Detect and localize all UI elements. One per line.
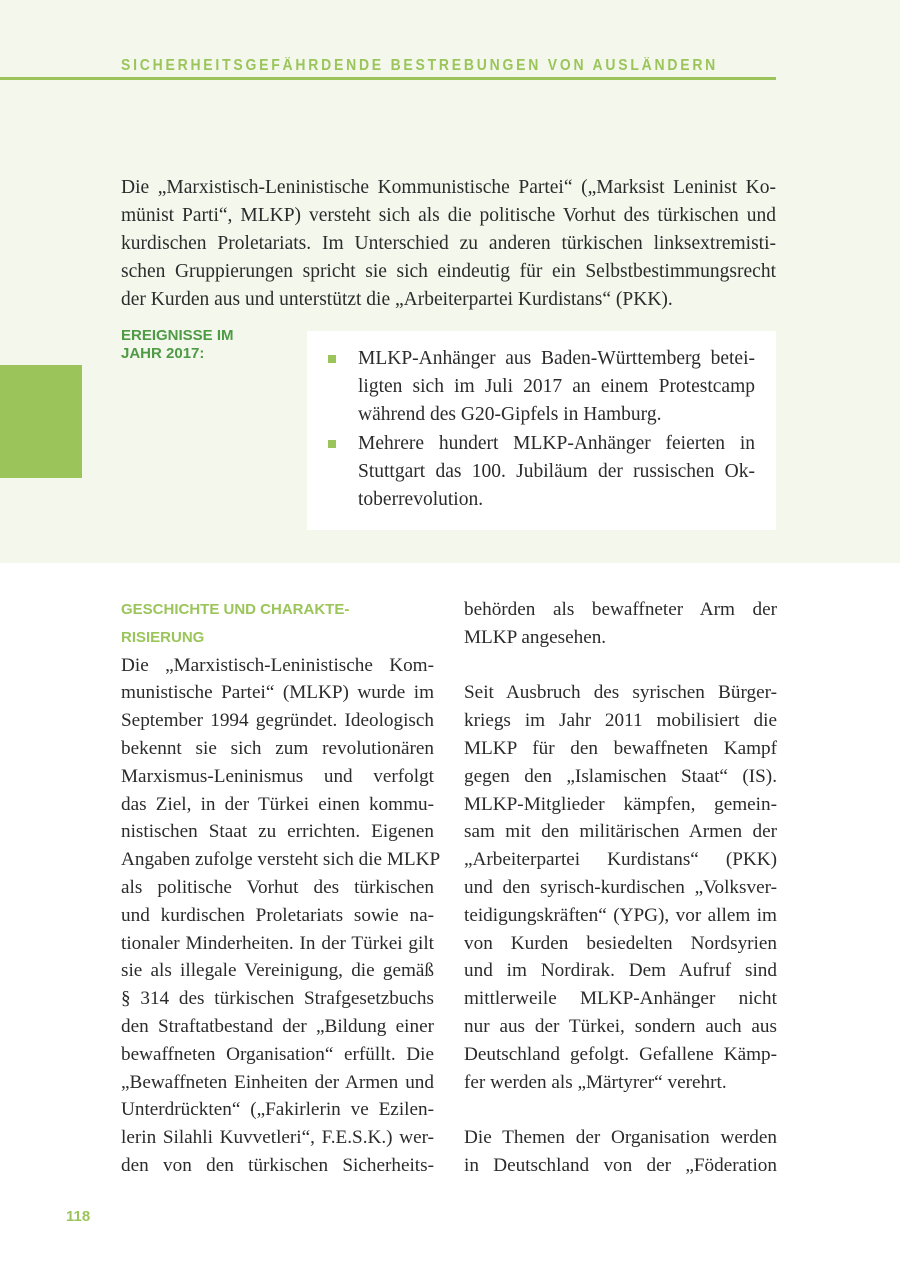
text-line: der Kurden aus und unterstützt die „Arbeiterpartei Kurdistans“ (PKK). <box>121 289 673 310</box>
text-line: MLKP angesehen. <box>464 626 607 648</box>
events-label-line: JAHR 2017: <box>121 345 205 362</box>
running-header: SICHERHEITSGEFÄHRDENDE BESTREBUNGEN VON AUSLÄNDERN <box>121 57 719 74</box>
text-line: münist Parti“, MLKP) versteht sich als die politische Vorhut des türkischen und <box>121 205 776 226</box>
bullet-square-icon <box>328 355 336 363</box>
text-line: Stuttgart das 100. Jubiläum der russischen Ok- <box>358 460 755 482</box>
event-list-item <box>358 430 755 515</box>
text-line: mittlerweile MLKP-Anhänger nicht <box>464 988 777 1010</box>
header-rule <box>0 77 776 80</box>
text-line: bekennt sie sich zum revolutionären <box>121 737 434 759</box>
events-label <box>121 327 234 363</box>
text-line: Die „Marxistisch-Leninistische Kommunistische Partei“ („Marksist Leninist Ko- <box>121 177 776 198</box>
text-line: den Straftatbestand der „Bildung einer <box>121 1015 434 1037</box>
text-line: „Arbeiterpartei Kurdistans“ (PKK) <box>464 849 777 871</box>
text-line: während des G20-Gipfels in Hamburg. <box>358 404 662 426</box>
text-line: in Deutschland von der „Föderation <box>464 1154 777 1176</box>
text-line: „Bewaffneten Einheiten der Armen und <box>121 1071 434 1093</box>
text-line: Marxismus-Leninismus und verfolgt <box>121 765 434 787</box>
text-line: von Kurden besiedelten Nordsyrien <box>464 932 777 954</box>
text-line: ligten sich im Juli 2017 an einem Protestcamp <box>358 376 755 398</box>
events-label-line: EREIGNISSE IM <box>121 327 234 344</box>
right-column <box>464 596 777 1180</box>
bullet-square-icon <box>328 440 336 448</box>
text-line: MLKP-Mitglieder kämpfen, gemein- <box>464 793 777 815</box>
text-line: MLKP-Anhänger aus Baden-Württemberg betei- <box>358 348 755 369</box>
text-line: kriegs im Jahr 2011 mobilisiert die <box>464 710 777 732</box>
text-line: nistischen Staat zu errichten. Eigenen <box>121 821 434 843</box>
text-line: nur aus der Türkei, sondern auch aus <box>464 1015 777 1037</box>
paragraph-gap <box>464 1096 777 1124</box>
text-line: Deutschland gefolgt. Gefallene Kämp- <box>464 1043 777 1065</box>
text-line: das Ziel, in der Türkei einen kommu- <box>121 793 434 815</box>
left-column <box>121 596 441 1180</box>
text-line: September 1994 gegründet. Ideologisch <box>121 710 434 732</box>
text-line: als politische Vorhut des türkischen <box>121 876 434 898</box>
text-line: und kurdischen Proletariats sowie na- <box>121 904 434 926</box>
paragraph-gap <box>464 652 777 680</box>
text-line: sam mit den militärischen Armen der <box>464 821 777 843</box>
section-heading: RISIERUNG <box>121 628 205 646</box>
events-list <box>358 345 755 514</box>
text-line: Die Themen der Organisation werden <box>464 1127 777 1149</box>
text-line: Die „Marxistisch-Leninistische Kom- <box>121 654 434 676</box>
text-line: lerin Silahli Kuvvetleri“, F.E.S.K.) wer- <box>121 1127 434 1149</box>
text-line: und im Nordirak. Dem Aufruf sind <box>464 960 777 982</box>
text-line: den von den türkischen Sicherheits- <box>121 1154 434 1176</box>
text-line: und den syrisch-kurdischen „Volksver- <box>464 876 777 898</box>
text-line: schen Gruppierungen spricht sie sich eindeutig für ein Selbstbestimmungsrecht <box>121 261 776 282</box>
text-line: § 314 des türkischen Strafgesetzbuchs <box>121 988 434 1010</box>
page-number: 118 <box>66 1208 91 1225</box>
text-line: munistische Partei“ (MLKP) wurde im <box>121 682 434 704</box>
text-line: teidigungskräften“ (YPG), vor allem im <box>464 904 777 926</box>
text-line: Mehrere hundert MLKP-Anhänger feierten in <box>358 432 755 454</box>
event-list-item <box>358 345 755 430</box>
text-line: Unterdrückten“ („Fakirlerin ve Ezilen- <box>121 1099 434 1121</box>
text-line: gegen den „Islamischen Staat“ (IS). <box>464 765 777 787</box>
side-color-tab <box>0 365 82 478</box>
text-line: behörden als bewaffneter Arm der <box>464 599 777 620</box>
text-line: MLKP für den bewaffneten Kampf <box>464 737 777 759</box>
text-line: bewaffneten Organisation“ erfüllt. Die <box>121 1043 434 1065</box>
text-line: kurdischen Proletariats. Im Unterschied zu anderen türkischen linksextremisti- <box>121 233 776 254</box>
text-line: sie als illegale Vereinigung, die gemäß <box>121 960 434 982</box>
text-line: Seit Ausbruch des syrischen Bürger- <box>464 682 777 704</box>
text-line: toberrevolution. <box>358 489 484 511</box>
text-line: Angaben zufolge versteht sich die MLKP <box>121 849 441 871</box>
section-heading: GESCHICHTE UND CHARAKTE- <box>121 601 350 618</box>
text-line: fer werden als „Märtyrer“ verehrt. <box>464 1071 727 1093</box>
text-line: tionaler Minderheiten. In der Türkei gilt <box>121 932 434 954</box>
intro-paragraph <box>121 174 776 314</box>
